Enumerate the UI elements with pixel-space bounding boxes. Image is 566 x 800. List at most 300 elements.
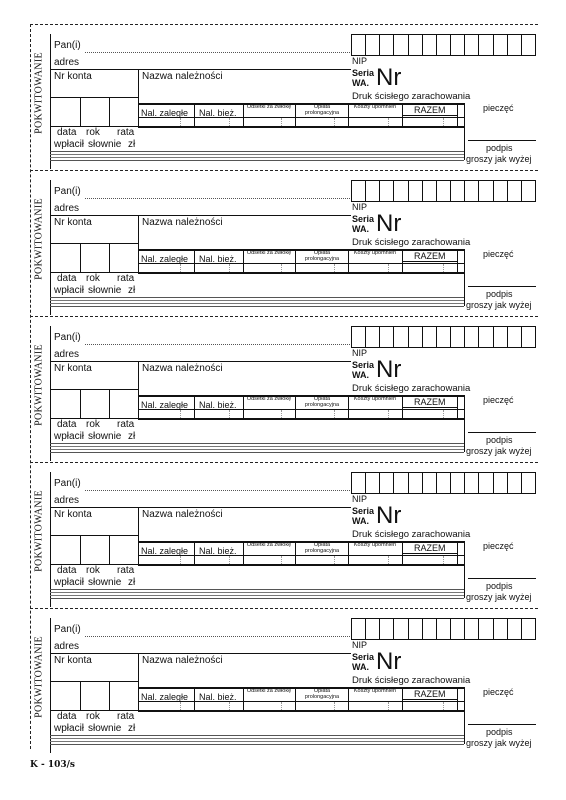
slownie-line [50,446,464,447]
slownie-line [50,154,464,155]
groszy-label: groszy jak wyżej [466,154,532,164]
divider [109,681,110,710]
grosze-divider [443,556,444,564]
nip-digit-box[interactable] [478,181,492,201]
razem-label: RAZEM [414,543,446,553]
slownie-line [50,741,464,742]
nal-zalegle-label: Nal. zaległe [141,254,189,264]
nip-digit-box[interactable] [507,327,521,347]
rok-label: rok [86,711,100,722]
divider [194,541,195,564]
divider [80,243,81,272]
nip-digit-box[interactable] [379,473,393,493]
nip-digit-box[interactable] [507,619,521,639]
nr-label: Nr [376,648,402,675]
receipt-form [30,316,538,462]
nr-label: Nr [376,502,402,529]
nip-digit-box[interactable] [365,473,379,493]
divider [402,261,457,262]
podpis-label: podpis [486,581,513,591]
podpis-line[interactable] [468,140,536,141]
nal-biez-label: Nal. bież. [199,400,237,410]
rok-label: rok [86,127,100,138]
podpis-line[interactable] [468,724,536,725]
slownie-line [50,449,464,450]
nip-digit-box[interactable] [521,619,535,639]
koszty-label: Koszty upomnień [353,396,397,402]
receipt-form [30,24,538,170]
oplata-label: Opłata prolongacyjna [304,688,340,700]
podpis-label: podpis [486,435,513,445]
nip-digit-box[interactable] [493,181,507,201]
pan-label: Pan(i) [54,624,81,635]
nip-digit-box[interactable] [450,327,464,347]
pan-field[interactable] [85,490,350,491]
nip-digit-box[interactable] [464,327,478,347]
form-left-border [50,472,51,607]
nip-boxes[interactable] [351,472,536,494]
grosze-divider [180,118,181,126]
pokwitowanie-label: POKWITOWANIE [33,344,45,426]
slownie-line[interactable] [50,151,464,152]
slownie-line [50,452,464,453]
divider [50,97,138,98]
divider [402,115,457,116]
divider [109,389,110,418]
adres-label: adres [54,57,80,68]
data-label: data [57,273,77,284]
divider [80,681,81,710]
slownie-line [50,744,464,745]
groszy-label: groszy jak wyżej [466,300,532,310]
nip-digit-box[interactable] [464,619,478,639]
grosze-divider [334,556,335,564]
divider [80,97,81,126]
nip-digit-box[interactable] [365,619,379,639]
nr-konta-label: Nr konta [54,217,92,228]
nip-digit-box[interactable] [422,619,436,639]
zl-label: zł [128,285,136,296]
nal-biez-label: Nal. bież. [199,546,237,556]
pan-label: Pan(i) [54,186,81,197]
nip-digit-box[interactable] [352,181,365,201]
nazwa-naleznosci-label: Nazwa należności [142,363,223,374]
slownie-line [50,738,464,739]
slownie-line [50,592,464,593]
divider [50,389,138,390]
rata-label: rata [117,127,135,138]
nazwa-naleznosci-label: Nazwa należności [142,71,223,82]
nip-digit-box[interactable] [379,181,393,201]
grosze-divider [443,118,444,126]
nip-boxes[interactable] [351,34,536,56]
wa-label: WA. [352,370,369,380]
groszy-label: groszy jak wyżej [466,446,532,456]
divider [80,389,81,418]
zl-label: zł [128,139,136,150]
form-left-border [50,34,51,169]
nip-digit-box[interactable] [464,181,478,201]
nip-digit-box[interactable] [464,473,478,493]
odsetki-label: Odsetki za zwłokę [246,250,292,256]
nip-digit-box[interactable] [436,473,450,493]
data-label: data [57,565,77,576]
divider [348,249,349,272]
grosze-divider [281,702,282,710]
adres-label: adres [54,203,80,214]
podpis-label: podpis [486,727,513,737]
nip-boxes[interactable] [351,326,536,348]
nip-digit-box[interactable] [436,181,450,201]
druk-label: Druk ścisłego zarachowania [352,529,471,540]
wa-label: WA. [352,662,369,672]
koszty-label: Koszty upomnień [353,250,397,256]
nip-digit-box[interactable] [450,35,464,55]
pan-field[interactable] [85,52,350,53]
divider [457,249,458,272]
koszty-label: Koszty upomnień [353,688,397,694]
nip-digit-box[interactable] [493,473,507,493]
odsetki-label: Odsetki za zwłokę [246,542,292,548]
nip-digit-box[interactable] [422,35,436,55]
receipt-form [30,608,538,754]
nip-digit-box[interactable] [408,181,422,201]
odsetki-label: Odsetki za zwłokę [246,688,292,694]
divider [109,243,110,272]
podpis-label: podpis [486,289,513,299]
seria-label: Seria [352,652,375,662]
divider [109,535,110,564]
nip-digit-box[interactable] [478,619,492,639]
razem-label: RAZEM [414,689,446,699]
form-left-border [50,180,51,315]
nip-digit-box[interactable] [436,327,450,347]
nip-digit-box[interactable] [393,619,407,639]
zl-label: zł [128,723,136,734]
druk-label: Druk ścisłego zarachowania [352,675,471,686]
nip-digit-box[interactable] [365,327,379,347]
divider [295,103,296,126]
nip-digit-box[interactable] [478,473,492,493]
podpis-line[interactable] [468,286,536,287]
grosze-divider [334,118,335,126]
oplata-label: Opłata prolongacyjna [304,542,340,554]
divider [50,681,138,682]
podpis-line[interactable] [468,578,536,579]
divider [138,272,464,274]
nip-digit-box[interactable] [365,181,379,201]
adres-label: adres [54,349,80,360]
nip-digit-box[interactable] [393,35,407,55]
koszty-label: Koszty upomnień [353,104,397,110]
groszy-label: groszy jak wyżej [466,592,532,602]
rata-label: rata [117,273,135,284]
nip-digit-box[interactable] [422,181,436,201]
slownie-line[interactable] [50,735,464,736]
pieczec-label: pieczęć [483,249,514,259]
divider [348,103,349,126]
adres-label: adres [54,641,80,652]
nip-digit-box[interactable] [493,619,507,639]
wa-label: WA. [352,78,369,88]
wa-label: WA. [352,516,369,526]
seria-label: Seria [352,214,375,224]
divider [194,687,195,710]
divider [295,395,296,418]
oplata-label: Opłata prolongacyjna [304,250,340,262]
nip-digit-box[interactable] [393,327,407,347]
wplacil-label: wpłacił [54,577,85,588]
pokwitowanie-label: POKWITOWANIE [33,52,45,134]
nip-digit-box[interactable] [393,181,407,201]
wplacil-label: wpłacił [54,431,85,442]
odsetki-label: Odsetki za zwłokę [246,104,292,110]
nip-digit-box[interactable] [393,473,407,493]
nr-konta-label: Nr konta [54,71,92,82]
divider [138,564,464,566]
nr-label: Nr [376,210,402,237]
divider [348,687,349,710]
divider [402,553,457,554]
divider [457,541,458,564]
pieczec-label: pieczęć [483,103,514,113]
nr-konta-label: Nr konta [54,509,92,520]
slownie-line [50,595,464,596]
nip-digit-box[interactable] [450,619,464,639]
nip-digit-box[interactable] [379,327,393,347]
podpis-line[interactable] [468,432,536,433]
nip-digit-box[interactable] [521,181,535,201]
nip-label: NIP [352,494,368,504]
receipt-form [30,462,538,608]
slownie-line [50,303,464,304]
grosze-divider [334,410,335,418]
pokwitowanie-label: POKWITOWANIE [33,636,45,718]
groszy-label: groszy jak wyżej [466,738,532,748]
grosze-divider [281,556,282,564]
grosze-divider [388,556,389,564]
nip-digit-box[interactable] [478,35,492,55]
divider [243,103,244,126]
pan-field[interactable] [85,636,350,637]
grosze-divider [229,264,230,272]
adres-field[interactable] [50,653,351,654]
nip-digit-box[interactable] [507,181,521,201]
nip-digit-box[interactable] [436,35,450,55]
slownie-line [50,160,464,161]
slownie-label: słownie [88,139,122,150]
nip-digit-box[interactable] [450,181,464,201]
slownie-label: słownie [88,723,122,734]
nip-digit-box[interactable] [521,473,535,493]
slownie-line [50,306,464,307]
rok-label: rok [86,273,100,284]
divider [194,103,195,126]
slownie-line [50,300,464,301]
divider [138,418,464,420]
slownie-line[interactable] [50,297,464,298]
pokwitowanie-label: POKWITOWANIE [33,198,45,280]
razem-label: RAZEM [414,105,446,115]
rata-label: rata [117,565,135,576]
grosze-divider [281,410,282,418]
druk-label: Druk ścisłego zarachowania [352,91,471,102]
divider [464,687,465,744]
divider [109,97,110,126]
divider [295,687,296,710]
divider [464,103,465,160]
pan-label: Pan(i) [54,40,81,51]
data-label: data [57,711,77,722]
nip-digit-box[interactable] [365,35,379,55]
divider [138,710,464,712]
nal-zalegle-label: Nal. zaległe [141,546,189,556]
grosze-divider [388,410,389,418]
adres-field[interactable] [50,215,351,216]
nip-digit-box[interactable] [493,327,507,347]
slownie-line[interactable] [50,443,464,444]
grosze-divider [229,118,230,126]
wplacil-label: wpłacił [54,139,85,150]
grosze-divider [180,410,181,418]
adres-field[interactable] [50,361,351,362]
divider [50,535,138,536]
divider [464,249,465,306]
nip-digit-box[interactable] [450,473,464,493]
data-label: data [57,127,77,138]
pokwitowanie-label: POKWITOWANIE [33,490,45,572]
adres-field[interactable] [50,507,351,508]
grosze-divider [281,264,282,272]
nip-digit-box[interactable] [521,35,535,55]
nip-digit-box[interactable] [408,327,422,347]
form-left-border [50,326,51,461]
nazwa-naleznosci-label: Nazwa należności [142,217,223,228]
nip-digit-box[interactable] [436,619,450,639]
wa-label: WA. [352,224,369,234]
divider [243,249,244,272]
slownie-line [50,598,464,599]
nip-digit-box[interactable] [352,473,365,493]
pan-field[interactable] [85,344,350,345]
nr-konta-label: Nr konta [54,363,92,374]
wplacil-label: wpłacił [54,723,85,734]
adres-field[interactable] [50,69,351,70]
adres-label: adres [54,495,80,506]
grosze-divider [180,556,181,564]
divider [243,687,244,710]
nip-digit-box[interactable] [408,619,422,639]
grosze-divider [388,118,389,126]
nip-boxes[interactable] [351,180,536,202]
nip-digit-box[interactable] [379,619,393,639]
razem-label: RAZEM [414,251,446,261]
pieczec-label: pieczęć [483,395,514,405]
koszty-label: Koszty upomnień [353,542,397,548]
nr-label: Nr [376,64,402,91]
nip-digit-box[interactable] [379,35,393,55]
nr-label: Nr [376,356,402,383]
nip-digit-box[interactable] [507,35,521,55]
grosze-divider [443,410,444,418]
nip-label: NIP [352,56,368,66]
pan-label: Pan(i) [54,478,81,489]
slownie-line [50,157,464,158]
slownie-line[interactable] [50,589,464,590]
grosze-divider [443,264,444,272]
nip-digit-box[interactable] [507,473,521,493]
rok-label: rok [86,419,100,430]
nip-digit-box[interactable] [352,619,365,639]
nip-label: NIP [352,348,368,358]
nip-boxes[interactable] [351,618,536,640]
divider [243,541,244,564]
nip-digit-box[interactable] [352,327,365,347]
seria-label: Seria [352,360,375,370]
divider [295,541,296,564]
divider [138,126,464,128]
pan-label: Pan(i) [54,332,81,343]
seria-label: Seria [352,506,375,516]
pieczec-label: pieczęć [483,687,514,697]
nip-digit-box[interactable] [493,35,507,55]
rata-label: rata [117,711,135,722]
druk-label: Druk ścisłego zarachowania [352,383,471,394]
divider [80,535,81,564]
divider [457,395,458,418]
divider [402,407,457,408]
pan-field[interactable] [85,198,350,199]
nip-digit-box[interactable] [478,327,492,347]
nazwa-naleznosci-label: Nazwa należności [142,655,223,666]
nip-digit-box[interactable] [408,473,422,493]
form-left-border [50,618,51,753]
divider [464,541,465,598]
rok-label: rok [86,565,100,576]
nip-digit-box[interactable] [422,473,436,493]
grosze-divider [229,556,230,564]
nip-digit-box[interactable] [464,35,478,55]
grosze-divider [229,702,230,710]
zl-label: zł [128,431,136,442]
oplata-label: Opłata prolongacyjna [304,396,340,408]
divider [348,541,349,564]
divider [464,395,465,452]
data-label: data [57,419,77,430]
grosze-divider [388,264,389,272]
nal-zalegle-label: Nal. zaległe [141,108,189,118]
nip-digit-box[interactable] [408,35,422,55]
nip-digit-box[interactable] [521,327,535,347]
slownie-label: słownie [88,577,122,588]
divider [243,395,244,418]
nal-zalegle-label: Nal. zaległe [141,400,189,410]
rata-label: rata [117,419,135,430]
grosze-divider [180,702,181,710]
nip-digit-box[interactable] [422,327,436,347]
nip-label: NIP [352,202,368,212]
wplacil-label: wpłacił [54,285,85,296]
grosze-divider [388,702,389,710]
pieczec-label: pieczęć [483,541,514,551]
nal-biez-label: Nal. bież. [199,254,237,264]
grosze-divider [229,410,230,418]
nip-digit-box[interactable] [352,35,365,55]
zl-label: zł [128,577,136,588]
grosze-divider [281,118,282,126]
seria-label: Seria [352,68,375,78]
divider [295,249,296,272]
